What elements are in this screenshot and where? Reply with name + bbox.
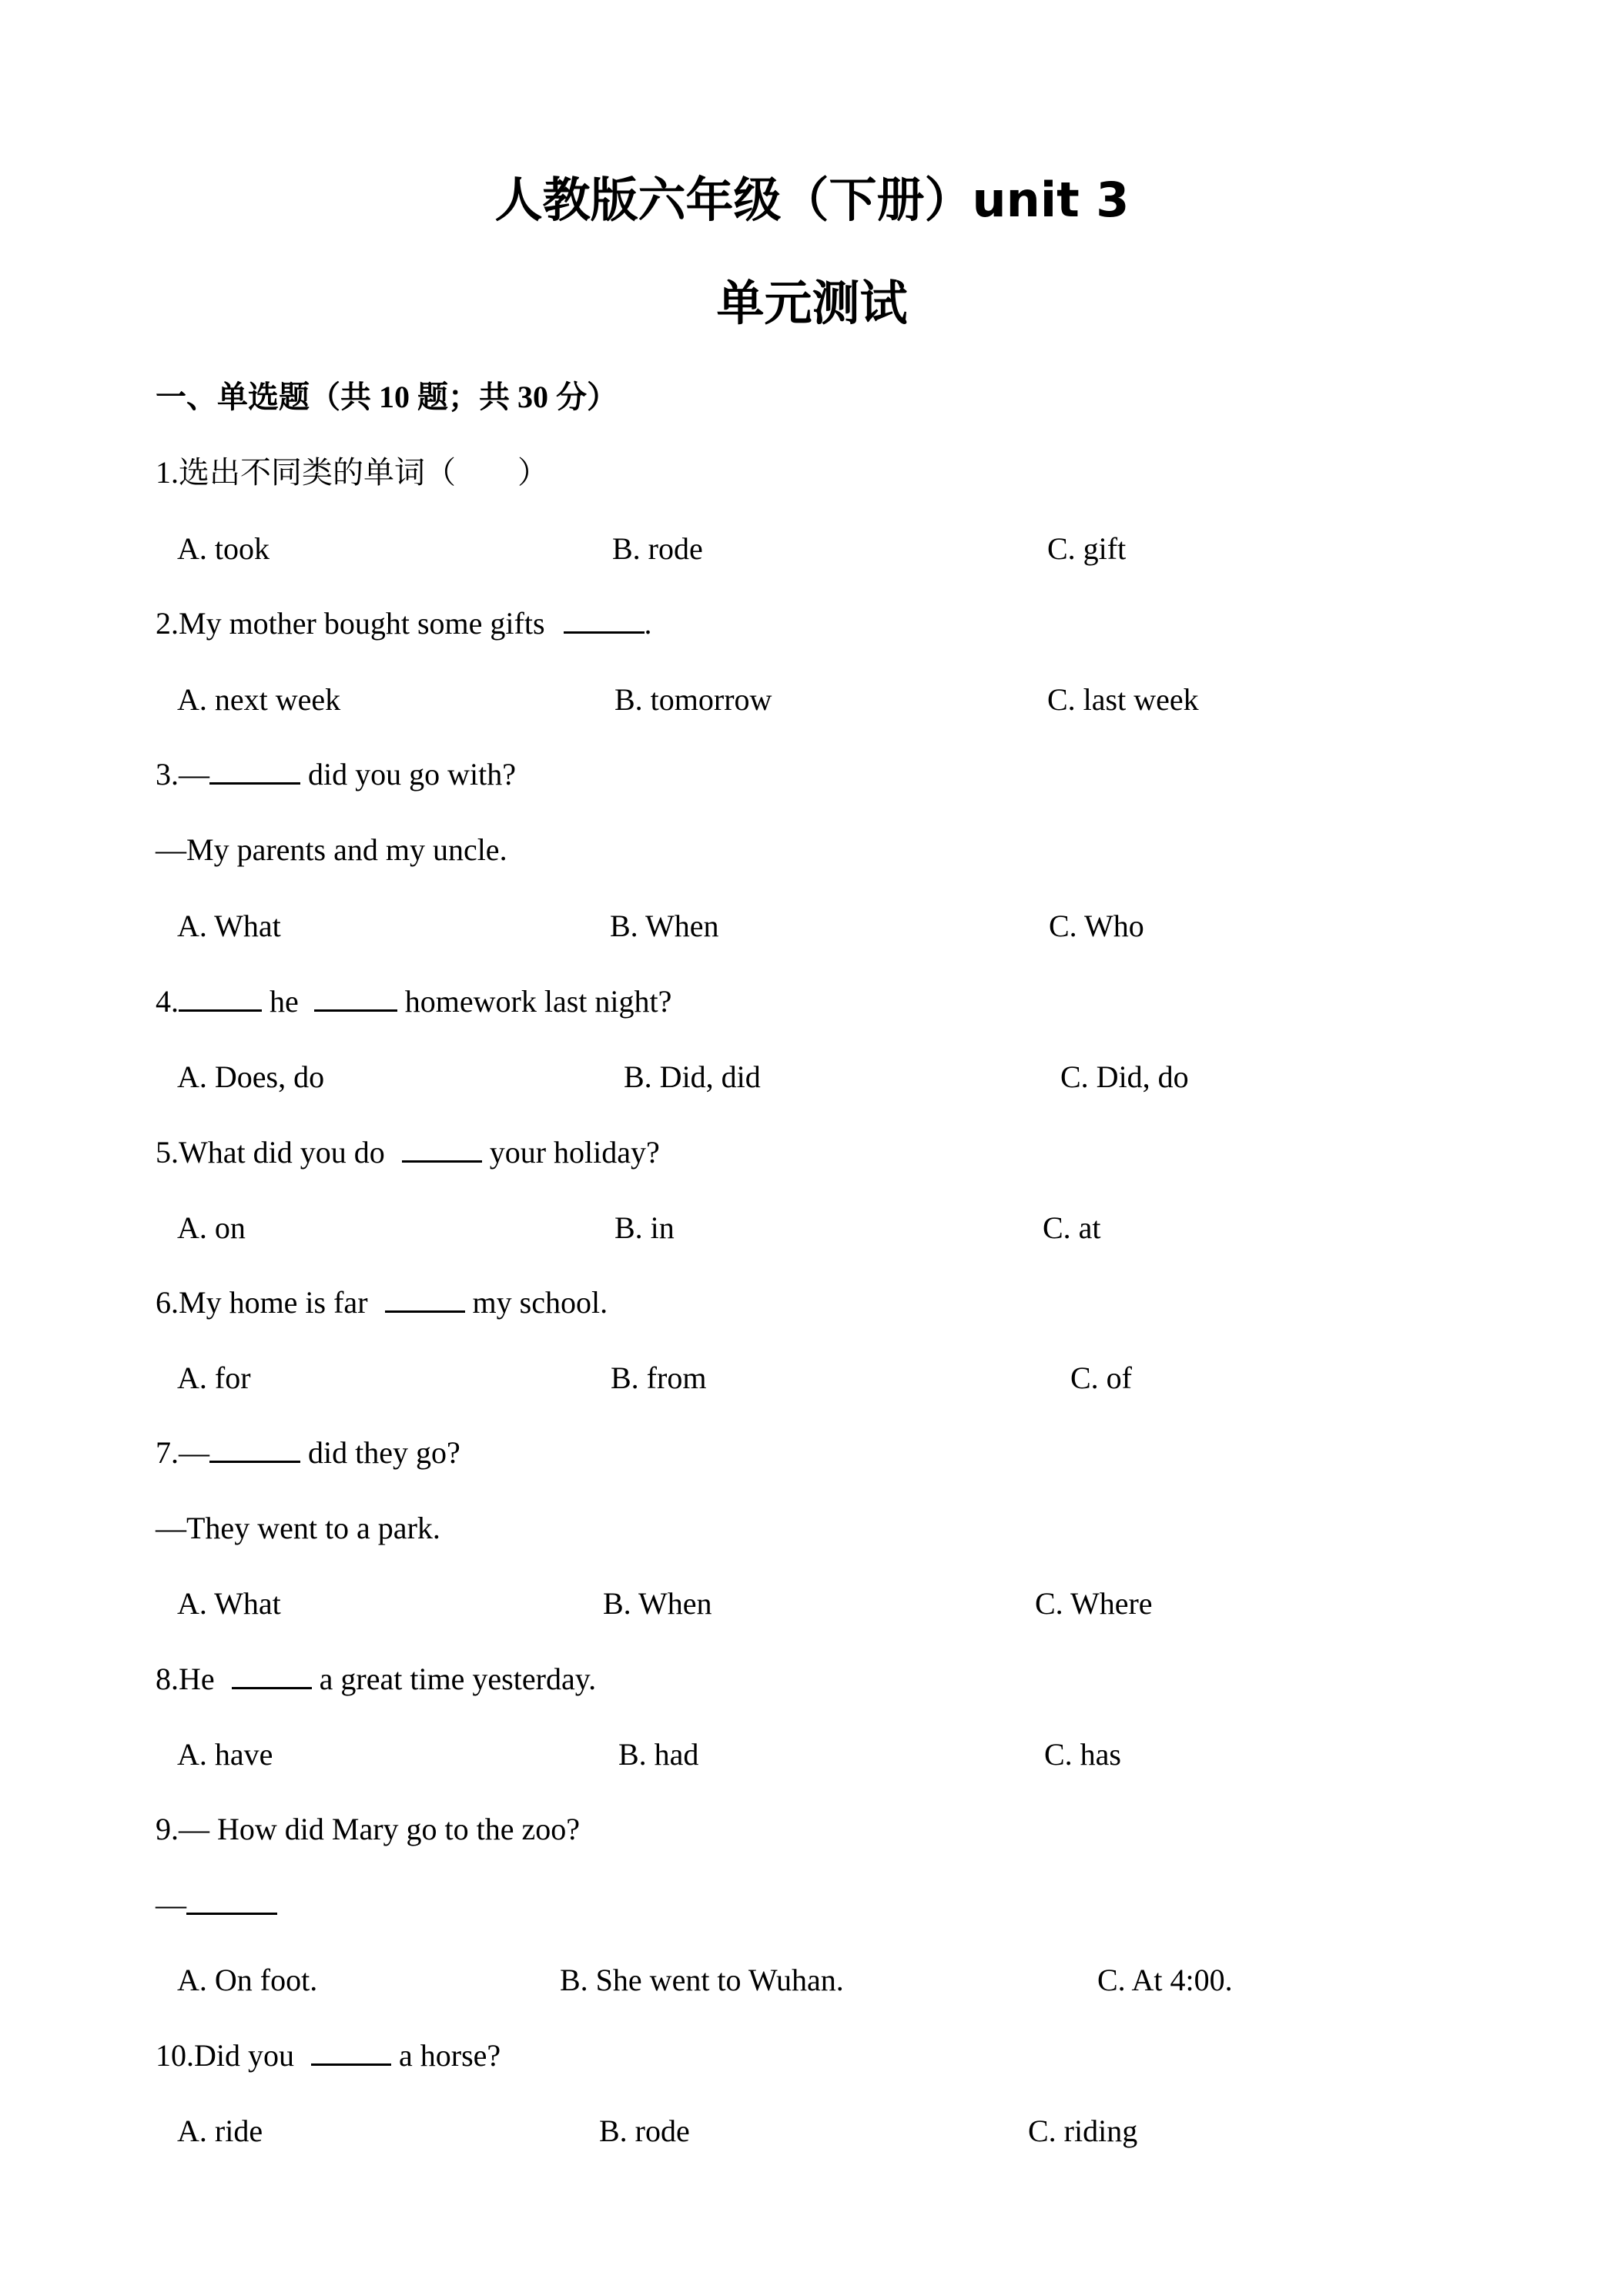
answer-blank — [311, 2037, 391, 2066]
document-title: 人教版六年级（下册）unit 3 — [494, 172, 1130, 228]
question-1-option-a: A. took — [177, 531, 270, 566]
question-10-option-c: C. riding — [1028, 2114, 1138, 2148]
question-7-reply: —They went to a park. — [156, 1511, 440, 1545]
question-3-option-c: C. Who — [1049, 909, 1144, 943]
question-6-option-c: C. of — [1070, 1361, 1132, 1395]
question-4-prefix: 4. — [156, 984, 179, 1019]
question-3-text — [156, 755, 516, 795]
question-8-option-a: A. have — [177, 1737, 273, 1772]
question-8-option-b: B. had — [618, 1737, 699, 1772]
question-4-option-c: C. Did, do — [1060, 1059, 1189, 1094]
document-subtitle: 单元测试 — [716, 275, 908, 331]
question-5-option-c: C. at — [1043, 1210, 1101, 1245]
question-7-option-c: C. Where — [1035, 1586, 1153, 1621]
question-2-text — [156, 604, 652, 644]
question-1-option-c: C. gift — [1047, 531, 1127, 566]
question-6-prefix: 6.My home is far — [156, 1285, 368, 1320]
question-10-suffix: a horse? — [391, 2038, 501, 2073]
question-8-suffix: a great time yesterday. — [311, 1662, 597, 1696]
question-2-prefix: 2.My mother bought some gifts — [156, 606, 545, 641]
question-9-reply-dash: — — [156, 1887, 186, 1922]
question-10-option-b: B. rode — [599, 2114, 690, 2148]
question-5-prefix: 5.What did you do — [156, 1135, 385, 1170]
question-8-text — [156, 1659, 596, 1699]
question-9-option-a: A. On foot. — [177, 1963, 318, 1997]
question-9-reply — [156, 1885, 277, 1925]
question-4-suffix: homework last night? — [397, 984, 672, 1019]
answer-blank — [385, 1284, 465, 1313]
question-4-middle: he — [262, 984, 306, 1019]
question-3-option-b: B. When — [610, 909, 719, 943]
question-4-option-b: B. Did, did — [624, 1059, 761, 1094]
question-6-option-b: B. from — [611, 1361, 707, 1395]
question-9-option-b: B. She went to Wuhan. — [560, 1963, 844, 1997]
question-3-prefix: 3.— — [156, 757, 209, 792]
question-10-prefix: 10.Did you — [156, 2038, 294, 2073]
question-7-option-a: A. What — [177, 1586, 281, 1621]
question-7-text — [156, 1433, 460, 1473]
question-2-option-c: C. last week — [1047, 682, 1199, 717]
section-header: 一、单选题（共 10 题；共 30 分） — [156, 380, 618, 414]
answer-blank — [209, 1434, 300, 1463]
question-8-prefix: 8.He — [156, 1662, 215, 1696]
question-10-option-a: A. ride — [177, 2114, 263, 2148]
question-5-option-b: B. in — [614, 1210, 675, 1245]
question-7-prefix: 7.— — [156, 1435, 209, 1470]
answer-blank — [209, 756, 300, 785]
answer-blank — [402, 1134, 482, 1163]
answer-blank — [232, 1661, 312, 1689]
question-7-option-b: B. When — [603, 1586, 712, 1621]
question-1-option-b: B. rode — [612, 531, 703, 566]
question-5-text — [156, 1133, 660, 1173]
question-6-text — [156, 1283, 608, 1323]
answer-blank — [186, 1886, 277, 1915]
question-4-text — [156, 982, 671, 1022]
question-8-option-c: C. has — [1044, 1737, 1121, 1772]
answer-blank — [564, 605, 645, 634]
question-5-option-a: A. on — [177, 1210, 246, 1245]
answer-blank — [314, 983, 397, 1012]
question-1-text: 1.选出不同类的单词（ ） — [156, 455, 548, 490]
question-9-option-c: C. At 4:00. — [1097, 1963, 1233, 1997]
question-3-reply: —My parents and my uncle. — [156, 832, 507, 867]
question-2-suffix: . — [644, 606, 652, 641]
question-6-option-a: A. for — [177, 1361, 251, 1395]
question-4-option-a: A. Does, do — [177, 1059, 325, 1094]
question-6-suffix: my school. — [464, 1285, 608, 1320]
question-2-option-a: A. next week — [177, 682, 341, 717]
question-10-text — [156, 2036, 501, 2076]
question-3-option-a: A. What — [177, 909, 281, 943]
answer-blank — [179, 983, 262, 1012]
question-9-text: 9.— How did Mary go to the zoo? — [156, 1812, 581, 1846]
question-3-suffix: did you go with? — [300, 757, 516, 792]
question-5-suffix: your holiday? — [481, 1135, 660, 1170]
question-2-option-b: B. tomorrow — [614, 682, 772, 717]
question-7-suffix: did they go? — [300, 1435, 460, 1470]
